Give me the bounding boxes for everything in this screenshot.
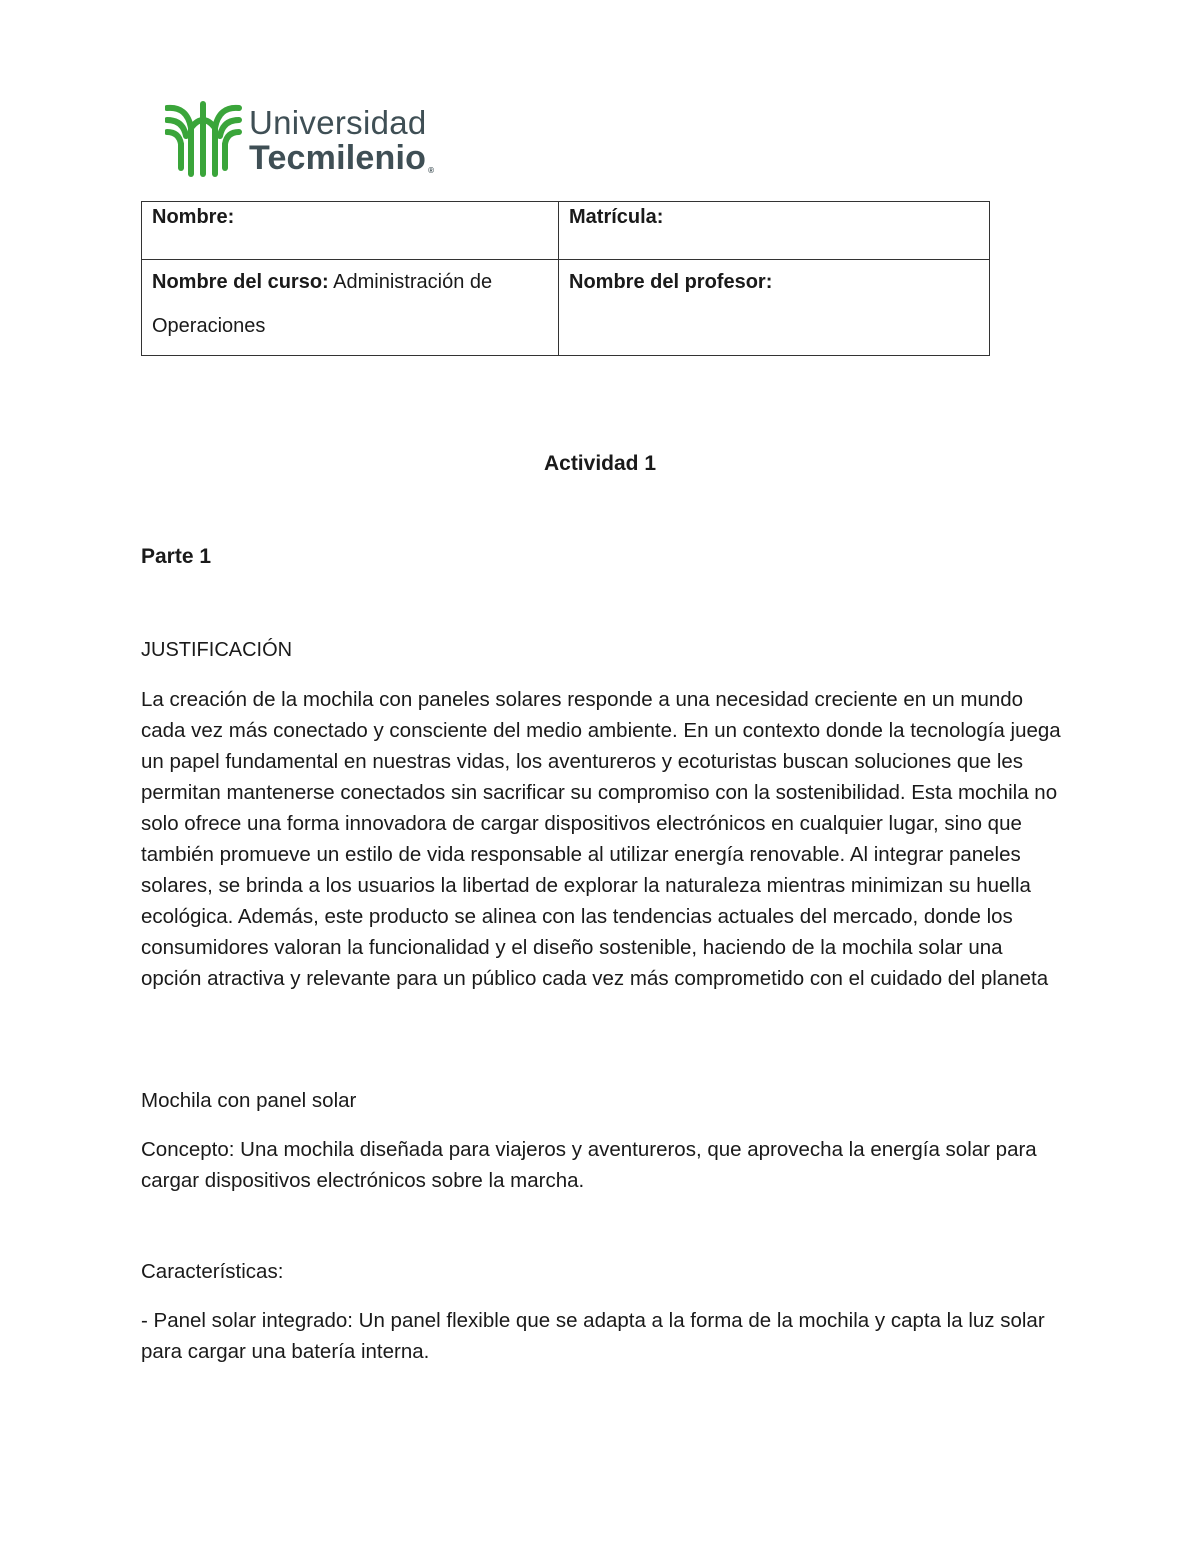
part-heading: Parte 1 (141, 545, 212, 568)
logo-line-universidad: Universidad (249, 104, 427, 141)
student-info-table (141, 201, 990, 356)
justification-heading: JUSTIFICACIÓN (141, 639, 293, 661)
document-title: Actividad 1 (543, 452, 657, 475)
profesor-cell (559, 260, 990, 356)
feature-item: - Panel solar integrado: Un panel flexible que se adapta a la forma de la mochila y capta la luz solar para cargar una batería interna. (141, 1309, 1045, 1363)
profesor-label: Nombre del profesor: (569, 271, 773, 293)
justification-paragraph: La creación de la mochila con paneles solares responde a una necesidad creciente en un mundo cada vez más conectado y consciente del medio ambiente. En un contexto donde la tecnología juega un papel fundamental en nuestras vidas, los aventureros y ecoturistas buscan soluciones que les permitan mantenerse conectados sin sacrificar su compromiso con la sostenibilidad. Esta mochila no solo ofrece una forma innovadora de cargar dispositivos electrónicos en cualquier lugar, sino que también promueve un estilo de vida responsable al utilizar energía renovable. Al integrar paneles solares, se brinda a los usuarios la libertad de explorar la naturaleza mientras minimizan su huella ecológica. Además, este producto se alinea con las tendencias actuales del mercado, donde los consumidores valoran la funcionalidad y el diseño sostenible, haciendo de la mochila solar una opción atractiva y relevante para un público cada vez más comprometido con el cuidado del planeta (141, 688, 1061, 990)
curso-label: Nombre del curso: (152, 271, 329, 293)
nombre-label: Nombre: (152, 206, 235, 228)
university-logo (165, 98, 455, 182)
curso-cell (142, 260, 559, 356)
tecmilenio-emblem-icon (165, 98, 245, 178)
features-heading: Características: (141, 1260, 284, 1283)
registered-mark: ® (428, 166, 435, 175)
product-heading: Mochila con panel solar (141, 1089, 357, 1112)
matricula-label: Matrícula: (569, 206, 664, 228)
logo-wordmark (249, 106, 434, 175)
matricula-cell (559, 202, 990, 260)
curso-value: Administración de Operaciones (152, 271, 493, 337)
concept-paragraph: Concepto: Una mochila diseñada para viajeros y aventureros, que aprovecha la energía solar para cargar dispositivos electrónicos sobre la marcha. (141, 1138, 1037, 1192)
nombre-cell (142, 202, 559, 260)
logo-line-tecmilenio: Tecmilenio (249, 139, 427, 177)
